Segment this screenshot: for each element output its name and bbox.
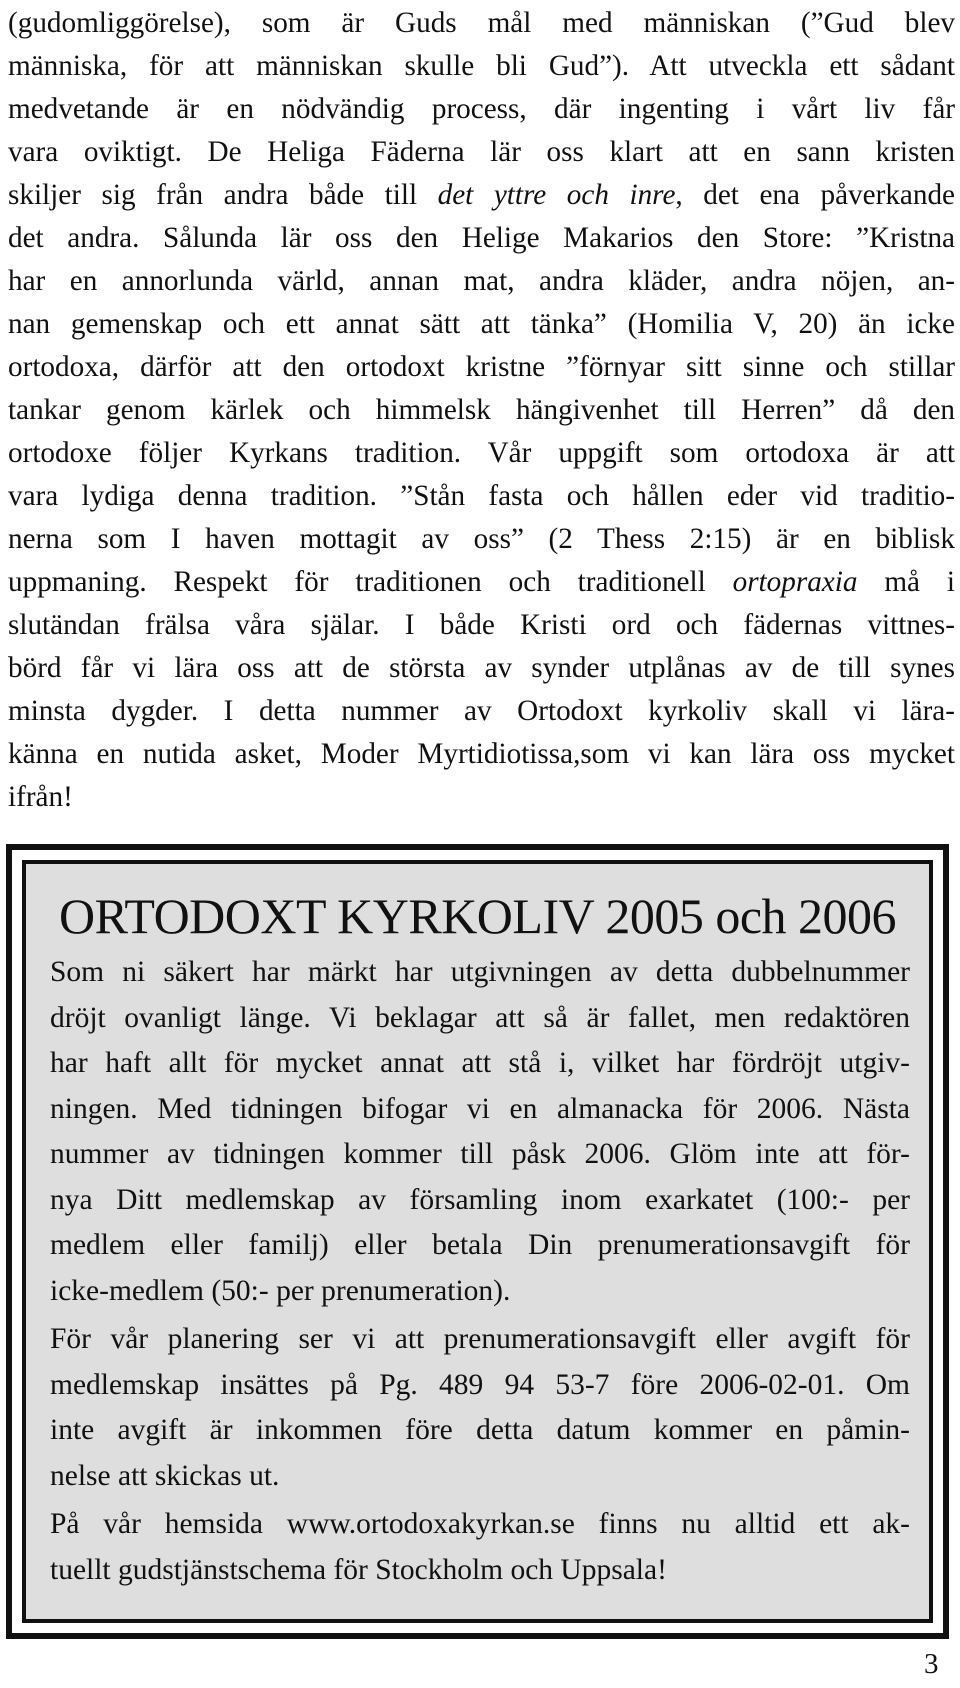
page-number: 3 (924, 1648, 939, 1680)
notice-line: Som ni säkert har märkt har utgivningen av detta dubbelnummer (50, 956, 910, 988)
notice-line: har haft allt för mycket annat att stå i, vilket har fördröjt utgiv- (50, 1047, 910, 1079)
text-line (8, 174, 955, 217)
notice-line: ningen. Med tidningen bifogar vi en almanacka för 2006. Nästa (50, 1092, 910, 1125)
text-line: det andra. Sålunda lär oss den Helige Makarios den Store: ”Kristna (8, 222, 955, 254)
text-line: nerna som I haven mottagit av oss” (2 Thess 2:15) är en biblisk (8, 523, 955, 555)
notice-box (6, 844, 949, 1639)
notice-paragraph (50, 1502, 910, 1593)
text-line: nan gemenskap och ett annat sätt att tänka” (Homilia V, 20) än icke (8, 308, 955, 340)
italic-phrase: ortopraxia (732, 566, 858, 598)
text-segment: må i (857, 566, 955, 598)
text-line: ifrån! (8, 781, 73, 813)
text-line: vara oviktigt. De Heliga Fäderna lär oss klart att en sann kristen (8, 136, 955, 168)
notice-paragraph (50, 1317, 910, 1499)
notice-line: dröjt ovanligt länge. Vi beklagar att så är fallet, men redaktören (50, 1001, 910, 1034)
notice-line: För vår planering ser vi att prenumerationsavgift eller avgift för (50, 1323, 910, 1355)
text-line: känna en nutida asket, Moder Myrtidiotissa,som vi kan lära oss mycket (8, 738, 955, 770)
notice-line: tuellt gudstjänstschema för Stockholm och Uppsala! (50, 1553, 667, 1586)
body-text (8, 2, 955, 819)
text-line: medvetande är en nödvändig process, där ingenting i vårt liv får (8, 93, 955, 125)
text-segment: uppmaning. Respekt för traditionen och traditionell (8, 566, 733, 598)
text-line: minsta dygder. I detta nummer av Ortodoxt kyrkoliv skall vi lära- (8, 695, 955, 727)
text-line (8, 561, 955, 604)
notice-line: nelse att skickas ut. (50, 1459, 280, 1492)
text-line: har en annorlunda värld, annan mat, andra kläder, andra nöjen, an- (8, 265, 955, 297)
notice-box-inner (22, 860, 933, 1623)
notice-line: medlem eller familj) eller betala Din prenumerationsavgift för (50, 1229, 910, 1261)
notice-line: nya Ditt medlemskap av församling inom exarkatet (100:- per (50, 1183, 910, 1216)
notice-line: På vår hemsida www.ortodoxakyrkan.se finns nu alltid ett ak- (50, 1508, 910, 1540)
text-line: (gudomliggörelse), som är Guds mål med människan (”Gud blev (8, 7, 955, 39)
text-line: vara lydiga denna tradition. ”Stån fasta och hållen eder vid traditio- (8, 480, 955, 512)
notice-line: medlemskap insättes på Pg. 489 94 53-7 före 2006-02-01. Om (50, 1368, 910, 1401)
text-segment: skiljer sig från andra både till (8, 179, 438, 211)
notice-title: ORTODOXT KYRKOLIV 2005 och 2006 (58, 888, 897, 944)
notice-line: inte avgift är inkommen före detta datum kommer en påmin- (50, 1414, 910, 1446)
text-line: börd får vi lära oss att de största av synder utplånas av de till synes (8, 652, 955, 684)
notice-line: icke-medlem (50:- per prenumeration). (50, 1274, 511, 1307)
text-line: ortodoxa, därför att den ortodoxt kristne ”förnyar sitt sinne och stillar (8, 351, 955, 383)
text-segment: , det ena påverkande (675, 179, 956, 211)
text-line: människa, för att människan skulle bli Gud”). Att utveckla ett sådant (8, 50, 955, 82)
text-line: tankar genom kärlek och himmelsk hängivenhet till Herren” då den (8, 394, 955, 426)
notice-line: nummer av tidningen kommer till påsk 2006. Glöm inte att för- (50, 1138, 910, 1170)
notice-paragraph (50, 950, 910, 1314)
text-line: ortodoxe följer Kyrkans tradition. Vår uppgift som ortodoxa är att (8, 437, 955, 469)
text-line: slutändan frälsa våra själar. I både Kristi ord och fädernas vittnes- (8, 609, 955, 641)
italic-phrase: det yttre och inre (437, 179, 676, 211)
